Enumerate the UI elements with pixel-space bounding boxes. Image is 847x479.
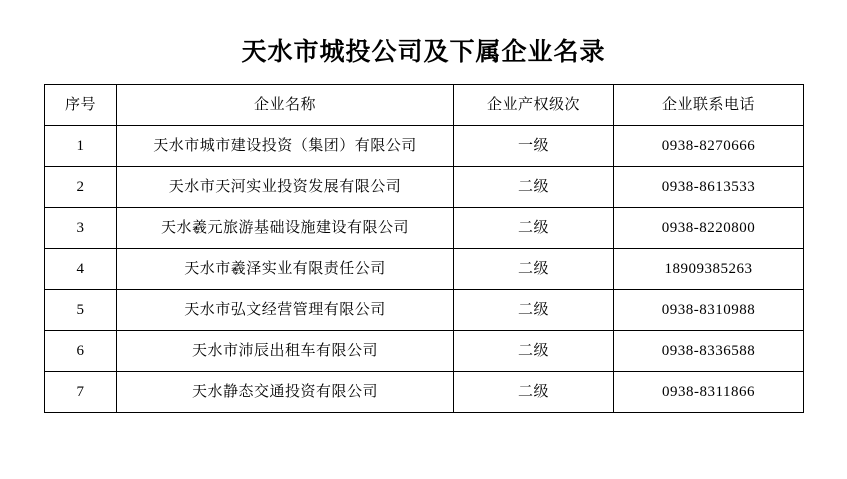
cell-index: 2: [45, 167, 117, 208]
cell-index: 1: [45, 126, 117, 167]
cell-ownership-level: 一级: [454, 126, 614, 167]
table-row: [45, 249, 804, 290]
cell-phone: 0938-8311866: [614, 372, 804, 413]
column-header-name: 企业名称: [117, 85, 454, 126]
cell-phone: 0938-8270666: [614, 126, 804, 167]
cell-ownership-level: 二级: [454, 249, 614, 290]
cell-phone: 0938-8310988: [614, 290, 804, 331]
table-row: [45, 167, 804, 208]
table-header: [45, 85, 804, 126]
cell-index: 4: [45, 249, 117, 290]
cell-ownership-level: 二级: [454, 290, 614, 331]
table-row: [45, 208, 804, 249]
cell-ownership-level: 二级: [454, 167, 614, 208]
cell-company-name: 天水市羲泽实业有限责任公司: [117, 249, 454, 290]
cell-company-name: 天水羲元旅游基础设施建设有限公司: [117, 208, 454, 249]
cell-index: 6: [45, 331, 117, 372]
column-header-index: 序号: [45, 85, 117, 126]
cell-company-name: 天水静态交通投资有限公司: [117, 372, 454, 413]
cell-ownership-level: 二级: [454, 208, 614, 249]
cell-phone: 0938-8613533: [614, 167, 804, 208]
cell-index: 3: [45, 208, 117, 249]
cell-phone: 18909385263: [614, 249, 804, 290]
company-directory-table: [44, 84, 804, 413]
cell-index: 5: [45, 290, 117, 331]
table-body: [45, 126, 804, 413]
cell-company-name: 天水市城市建设投资（集团）有限公司: [117, 126, 454, 167]
page-title: 天水市城投公司及下属企业名录: [241, 39, 606, 66]
cell-ownership-level: 二级: [454, 372, 614, 413]
table-row: [45, 372, 804, 413]
table-row: [45, 126, 804, 167]
table-row: [45, 290, 804, 331]
table-container: [0, 84, 847, 413]
cell-phone: 0938-8336588: [614, 331, 804, 372]
cell-ownership-level: 二级: [454, 331, 614, 372]
column-header-phone: 企业联系电话: [614, 85, 804, 126]
cell-company-name: 天水市弘文经营管理有限公司: [117, 290, 454, 331]
cell-company-name: 天水市天河实业投资发展有限公司: [117, 167, 454, 208]
cell-index: 7: [45, 372, 117, 413]
table-header-row: [45, 85, 804, 126]
column-header-level: 企业产权级次: [454, 85, 614, 126]
table-row: [45, 331, 804, 372]
cell-company-name: 天水市沛辰出租车有限公司: [117, 331, 454, 372]
cell-phone: 0938-8220800: [614, 208, 804, 249]
